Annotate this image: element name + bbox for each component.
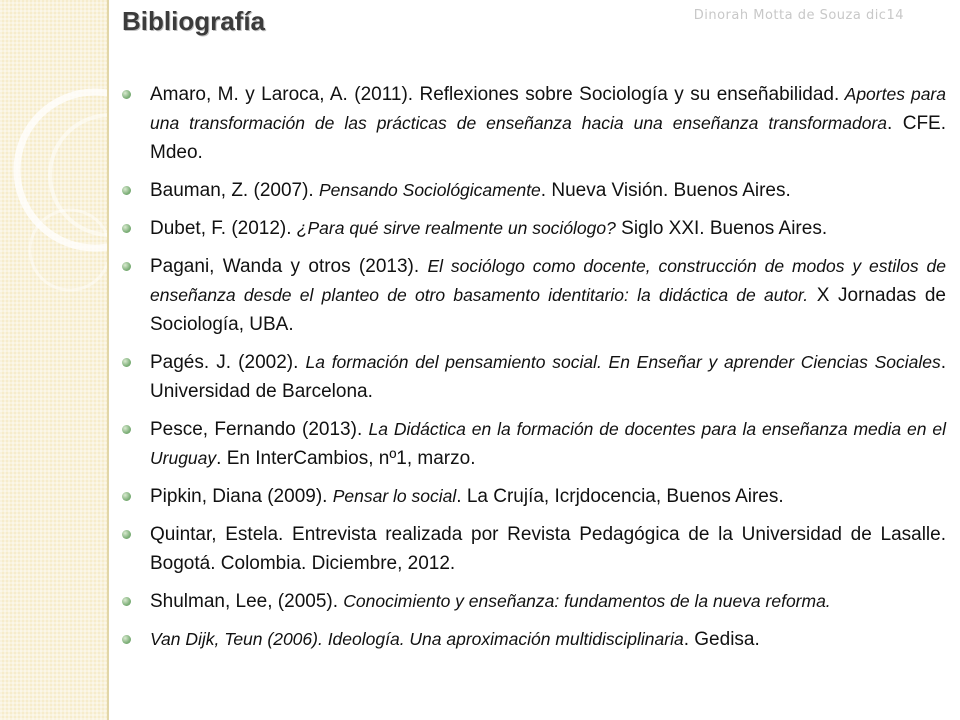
reference-text-tail: X Jornadas de Sociología, UBA.: [150, 285, 947, 335]
reference-italic-text: Aportes para una transformación de las prácticas de enseñanza hacia una enseñanza transformadora: [150, 84, 946, 133]
reference-italic-text: ¿Para qué sirve realmente un sociólogo?: [296, 218, 616, 238]
reference-text-tail: Siglo XXI. Buenos Aires.: [615, 218, 828, 239]
bullet-icon: [122, 262, 131, 271]
reference-italic-text: Conocimiento y enseñanza: fundamentos de la nueva reforma.: [343, 591, 831, 611]
reference-italic-text: La Didáctica en la formación de docentes para la enseñanza media en el Uruguay: [150, 419, 946, 468]
page-title: Bibliografía: [122, 6, 266, 36]
decorative-sidebar: [0, 0, 109, 720]
bullet-icon: [122, 492, 131, 501]
reference-italic-text: La formación del pensamiento social. En Enseñar y aprender Ciencias Sociales: [305, 352, 941, 372]
bullet-icon: [122, 186, 131, 195]
reference-item: [120, 252, 946, 339]
reference-text-tail: . La Crujía, Icrjdocencia, Buenos Aires.: [456, 486, 784, 507]
reference-item: [120, 415, 946, 473]
reference-text: Dubet, F. (2012).: [150, 218, 297, 239]
bullet-icon: [122, 530, 131, 539]
reference-italic-text: El sociólogo como docente, construcción de modos y estilos de enseñanza desde el planteo de otro basamento identitario: la didáctica de autor.: [150, 256, 946, 305]
bullet-icon: [122, 90, 131, 99]
reference-item: [120, 214, 946, 243]
bullet-icon: [122, 224, 131, 233]
bullet-icon: [122, 358, 131, 367]
reference-text-tail: . Nueva Visión. Buenos Aires.: [540, 180, 791, 201]
reference-italic-text: Pensar lo social: [332, 486, 457, 506]
reference-italic-text: Pensando Sociológicamente: [318, 180, 541, 200]
reference-text: Pipkin, Diana (2009).: [150, 486, 333, 507]
reference-text-tail: . Gedisa.: [683, 629, 760, 650]
reference-text: Pagés. J. (2002).: [150, 352, 306, 373]
reference-item: [120, 482, 946, 511]
reference-text: Pagani, Wanda y otros (2013).: [150, 256, 428, 277]
bullet-icon: [122, 635, 131, 644]
reference-text-tail: . Universidad de Barcelona.: [150, 352, 947, 402]
reference-item: [120, 176, 946, 205]
reference-italic-text: Van Dijk, Teun (2006). Ideología. Una aproximación multidisciplinaria: [150, 629, 684, 649]
reference-text-tail: . CFE. Mdeo.: [150, 113, 947, 163]
reference-text: Shulman, Lee, (2005).: [150, 591, 344, 612]
reference-text: Quintar, Estela. Entrevista realizada por Revista Pedagógica de la Universidad de Lasalle. Bogotá. Colombia. Diciembre, 2012.: [150, 524, 946, 574]
author-footer-text: Dinorah Motta de Souza dic14: [693, 8, 904, 23]
reference-text: Amaro, M. y Laroca, A. (2011). Reflexiones sobre Sociología y su enseñabilidad.: [150, 84, 840, 105]
reference-item: [120, 625, 946, 654]
reference-text: Pesce, Fernando (2013).: [150, 419, 369, 440]
reference-item: [120, 587, 946, 616]
bibliography-list: [120, 80, 946, 663]
reference-text-tail: . En InterCambios, nº1, marzo.: [216, 448, 476, 469]
reference-item: [120, 80, 946, 167]
bullet-icon: [122, 425, 131, 434]
reference-item: [120, 520, 946, 578]
reference-item: [120, 348, 946, 406]
bullet-icon: [122, 597, 131, 606]
reference-text: Bauman, Z. (2007).: [150, 180, 319, 201]
decorative-circles-graphic: [0, 0, 107, 720]
